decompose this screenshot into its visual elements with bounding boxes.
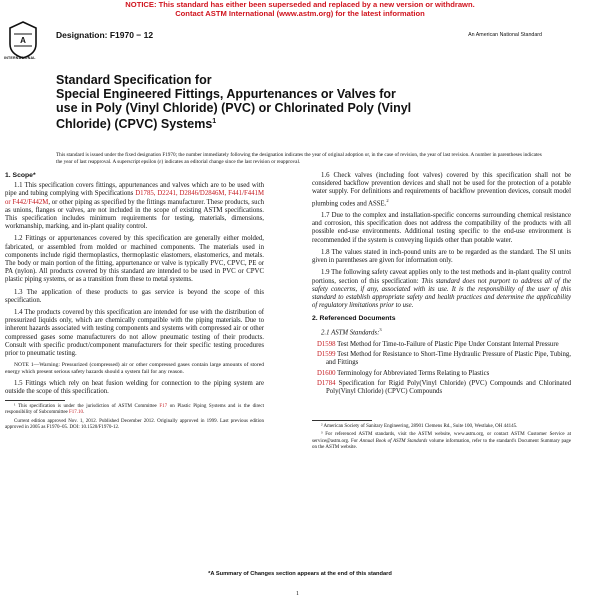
link-d1599[interactable]: D1599 <box>317 351 336 359</box>
right-column <box>312 172 571 453</box>
para-1-6: 1.6 Check valves (including foot valves) covered by this specification shall not be considered backflow prevention devices and shall not be used for the protection of a potable water supply. For definitions and requirements of backflow prevention devices, consult model plumbing codes and ASSE.$^2$ <box>312 172 571 207</box>
para-1-5: 1.5 Fittings which rely on heat fusion welding for connection to the piping system are outside the scope of this specification. <box>5 379 264 396</box>
designation: Designation: F1970 − 12 <box>56 30 154 40</box>
left-column <box>5 172 264 433</box>
para-1-3: 1.3 The application of these products to gas service is beyond the scope of this specification. <box>5 288 264 304</box>
referenced-documents-heading: 2. Referenced Documents <box>312 315 396 323</box>
link-d1598[interactable]: D1598 <box>317 340 336 348</box>
ref-d1784: D1784 Specification for Rigid Poly(Vinyl Chloride) (PVC) Compounds and Chlorinated Poly(Vinyl Chloride) (CPVC) Compounds <box>317 379 571 395</box>
astm-standards-label: 2.1 ASTM Standards:$^3$ <box>321 326 382 336</box>
right-footnotes <box>312 424 571 451</box>
ref-d1598: D1598 Test Method for Time-to-Failure of Plastic Pipe Under Constant Internal Pressure <box>317 340 559 348</box>
para-1-4: 1.4 The products covered by this specification are intended for use with the distribution of pressurized liquids only, which are chemically compatible with the piping materials. Due to inherent hazards associated with testing components and systems with compressed air or other compressed gases some manufacturers do not allow pneumatic testing of their products. Consult with specific product/component manufacturers for their specific testing procedures prior to pneumatic testing. <box>5 309 264 358</box>
link-d1784[interactable]: D1784 <box>317 379 336 387</box>
ref-d1600: D1600 Terminology for Abbreviated Terms Relating to Plastics <box>317 369 490 377</box>
footnote-1: ¹ This specification is under the jurisdiction of ASTM Committee F17 on Plastic Piping Systems and is the direct responsibility of Subcommittee F17.10. <box>5 404 264 416</box>
notice-line-1: NOTICE: This standard has either been superseded and replaced by a new version or withdrawn. <box>125 0 475 9</box>
scope-heading: 1. Scope* <box>5 172 36 179</box>
para-1-1: 1.1 This specification covers fittings, appurtenances and valves which are to be used with pipe and tubing complying with Specifications D1785, D2241, D2846/D2846M, F441/F441M or F442/F442M, or other piping as specified by the fittings manufacturer. These products, such as unions, flanges or valves, are not included in the scope of existing ASTM specifications. This specification includes minimum requirements for testing, materials, dimensions, workmanship, marking, and in-plant quality control. <box>5 182 264 231</box>
title-footnote-mark: 1 <box>212 118 217 125</box>
national-standard-label: An American National Standard <box>468 32 542 38</box>
footnote-edition: Current edition approved Nov. 1, 2012. Published December 2012. Originally approved in 1999. Last previous edition approved in 2005 as F1970–05. DOI: 10.1520/F1970-12. <box>5 418 264 430</box>
svg-text:A: A <box>20 36 26 45</box>
para-1-8: 1.8 The values stated in inch-pound units are to be regarded as the standard. The SI units given in parentheses are given for information only. <box>312 248 571 265</box>
left-footnotes <box>5 404 264 431</box>
document-title <box>56 73 526 131</box>
title-line-4: Chloride) (CPVC) Systems$^1$ <box>56 117 217 132</box>
title-line-2: Special Engineered Fittings, Appurtenances or Valves for <box>56 87 396 101</box>
page-number: 1 <box>296 591 299 597</box>
notice-line-2: Contact ASTM International (www.astm.org) for the latest information <box>175 9 425 18</box>
para-1-9: 1.9 The following safety caveat applies only to the test methods and in-plant quality control portions, section of this specification: This standard does not purport to address all of the safety concerns, if any, associated with its use. It is the responsibility of the user of this standard to establish appropriate safety and health practices and determine the applicability of regulatory limitations prior to use. <box>312 269 571 310</box>
link-d1600[interactable]: D1600 <box>317 369 336 377</box>
link-f17-10[interactable]: F17.10 <box>69 410 84 416</box>
footnote-divider <box>5 400 65 401</box>
title-line-3: use in Poly (Vinyl Chloride) (PVC) or Chlorinated Poly (Vinyl <box>56 101 412 115</box>
supersede-notice <box>0 0 600 18</box>
footnote-2: ² American Society of Sanitary Engineering, 28901 Clemens Rd., Suite 100, Westlake, OH 44145. <box>321 424 518 430</box>
summary-of-changes-note: *A Summary of Changes section appears at the end of this standard <box>208 571 392 577</box>
para-1-2: 1.2 Fittings or appurtenances covered by this specification are generally either molded, fabricated, or assembled from molded or machined components. The materials used in components include rigid thermoplastics, thermoplastic elastomers, elastomerics, and metals. The body or main portion of the fitting, appurtenance or valve is typically PVC, CPVC, PE or PA (nylon). All products covered by this standard are intended to be used in PVC or CPVC plastic piping systems, or as a transition from these to metal systems. <box>5 235 264 284</box>
astm-logo-icon <box>8 20 38 60</box>
para-1-7: 1.7 Due to the complex and installation-specific concerns surrounding chemical resistance and corrosion, this specification does not address the compatibility of the products with all possible end-use environments. Additional testing specific to the end-use environment is recommended if the system is conveying liquids other than potable water. <box>312 212 571 244</box>
footnote-3: ³ For referenced ASTM standards, visit the ASTM website, www.astm.org, or contact ASTM Customer Service at service@astm.org. For Annual Book of ASTM Standards volume information, refer to the standard's Document Summary page on the ASTM website. <box>312 432 571 450</box>
note-1: NOTE 1—Warning: Pressurized (compressed) air or other compressed gases contain large amounts of stored energy which present serious safety hazards should a system fail for any reason. <box>5 362 264 376</box>
title-line-1: Standard Specification for <box>56 73 212 87</box>
ref-d1599: D1599 Test Method for Resistance to Short-Time Hydraulic Pressure of Plastic Pipe, Tubing, and Fittings <box>317 351 571 367</box>
link-f17[interactable]: F17 <box>159 404 168 410</box>
spec-links[interactable]: D1785, D2241, D2846/D2846M, F441/F441M or F442/F442M <box>5 190 264 206</box>
footnote-divider-right <box>312 420 372 421</box>
intro-paragraph: This standard is issued under the fixed designation F1970; the number immediately following the designation indicates the year of original adoption or, in the case of revision, the year of last revision. A number in parentheses indicates the year of last reapproval. A superscript epsilon (ε) indicates an editorial change since the last revision or reapproval. <box>56 152 542 165</box>
logo-caption: INTERNATIONAL <box>4 56 36 60</box>
